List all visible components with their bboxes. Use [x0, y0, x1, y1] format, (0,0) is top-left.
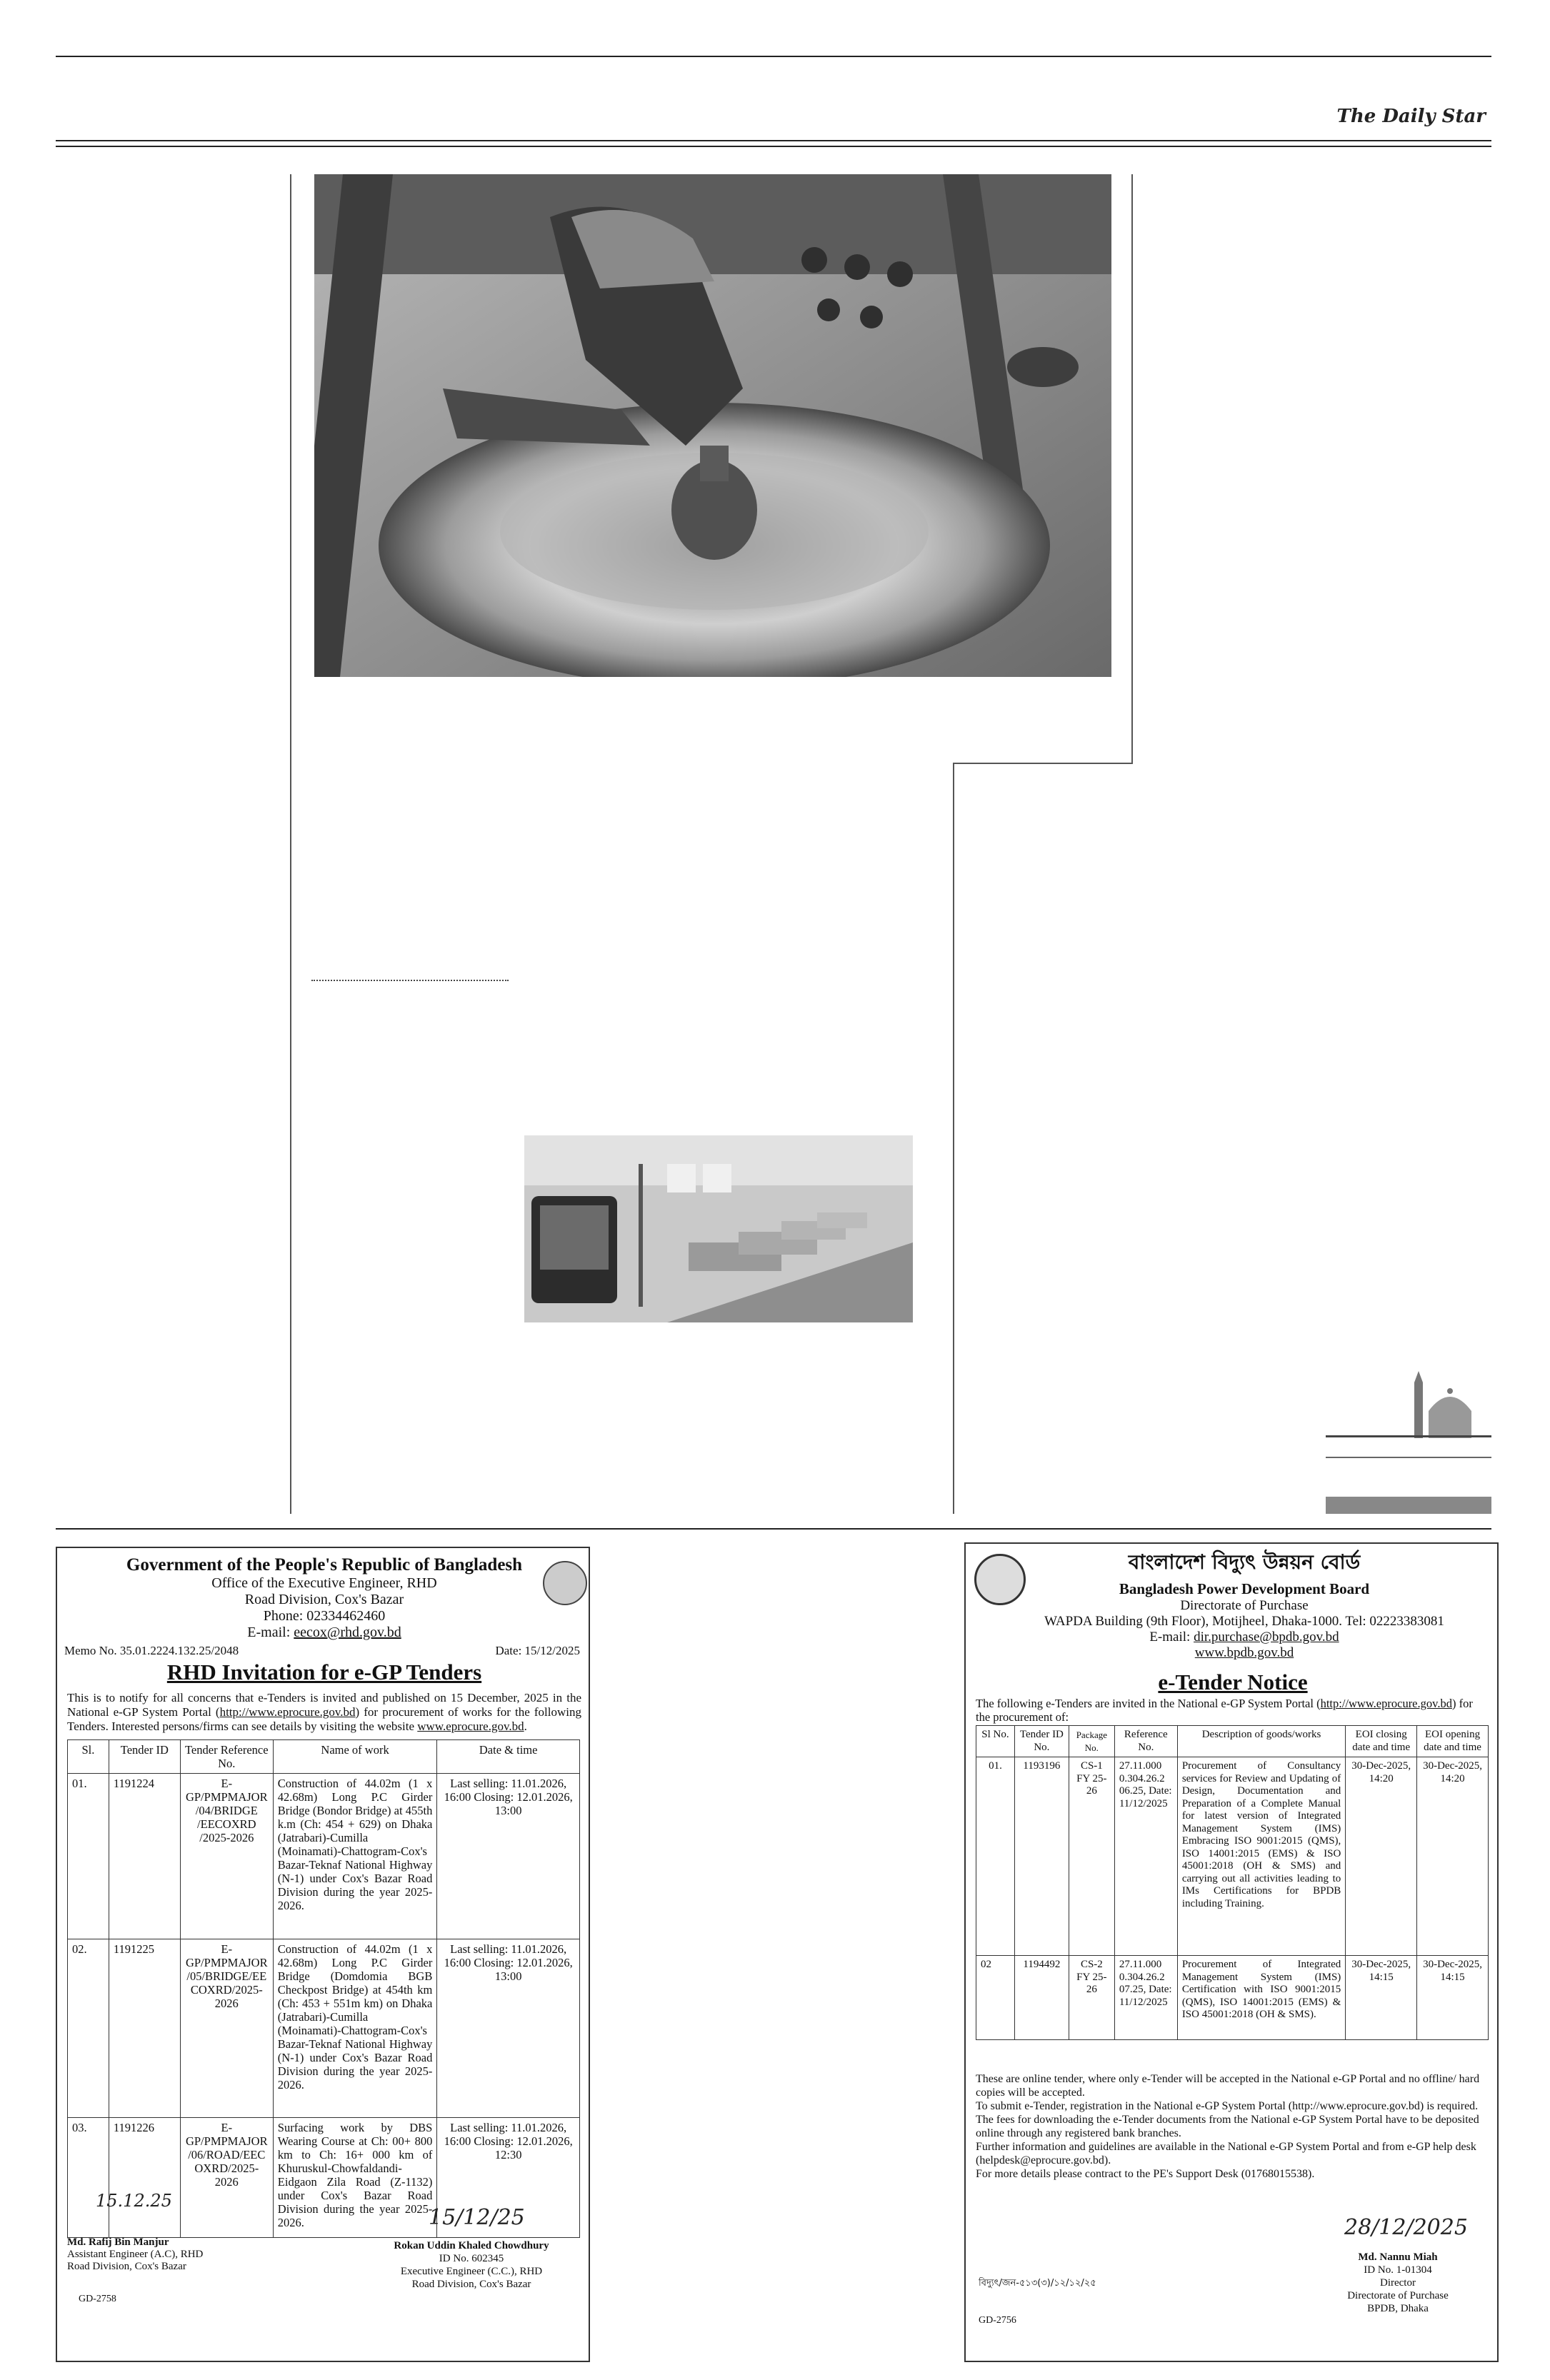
- row-tender-id: 1191224: [109, 1774, 180, 1939]
- row-date: Last selling: 11.01.2026, 16:00 Closing: 12.01.2026, 13:00: [437, 1774, 580, 1939]
- column-header: Sl.: [68, 1740, 109, 1774]
- bpdb-signature: 28/12/2025: [1344, 2215, 1468, 2240]
- pottery-wheel-photo: [314, 174, 1111, 677]
- bottom-editorial-rule: [56, 1528, 1491, 1530]
- bpdb-gd-number: GD-2756: [979, 2315, 1016, 2326]
- column-header: EOI closing date and time: [1346, 1726, 1417, 1757]
- article-separator: [311, 980, 509, 981]
- row-tender-id: 1191225: [109, 1939, 180, 2118]
- table-row: [68, 1774, 580, 1939]
- column-header: Date & time: [437, 1740, 580, 1774]
- row-package: CS-2 FY 25-26: [1069, 1956, 1114, 2040]
- note-line: For more details please contract to the PE's Support Desk (01768015538).: [976, 2168, 1315, 2180]
- rhd-intro-link[interactable]: http://www.eprocure.gov.bd: [219, 1705, 356, 1719]
- row-work: Construction of 44.02m (1 x 42.68m) Long P.C Girder Bridge (Bondor Bridge) at 455th k.m (Ch: 454 + 629) on Dhaka (Jatrabari)-Cumilla (Moinamati)-Chattogram-Cox's Bazar-Teknaf National Highway (N-1) under Cox's Bazar Road Division during the year 2025-2026.: [273, 1774, 437, 1939]
- column-header: EOI opening date and time: [1417, 1726, 1489, 1757]
- mosque-icon: [1400, 1361, 1486, 1441]
- column-rule-photo: [1131, 174, 1133, 764]
- rhd-tender-ad: [56, 1547, 590, 2362]
- rhd-right-sig-id: ID No. 602345: [439, 2253, 504, 2264]
- table-row: [976, 1757, 1489, 1956]
- bpdb-title: Bangladesh Power Development Board: [1119, 1580, 1370, 1597]
- bpdb-sig-id: ID No. 1-01304: [1364, 2264, 1432, 2276]
- bpdb-sig-name: Md. Nannu Miah: [1358, 2251, 1438, 2263]
- note-line: Further information and guidelines are available in the National e-GP System Portal and from e-GP help desk (helpdesk@eprocure.gov.bd).: [976, 2141, 1476, 2166]
- column-header: Name of work: [273, 1740, 437, 1774]
- row-tender-id: 1194492: [1014, 1956, 1069, 2040]
- bpdb-heading: e-Tender Notice: [1158, 1669, 1308, 1694]
- row-eoi-open: 30-Dec-2025, 14:15: [1417, 1956, 1489, 2040]
- row-ref: E-GP/PMPMAJOR /04/BRIDGE /EECOXRD /2025-2026: [180, 1774, 273, 1939]
- rhd-email-label: E-mail:: [247, 1625, 294, 1640]
- masthead-logo: The Daily Star: [1336, 106, 1486, 127]
- side-rule-2: [1326, 1457, 1491, 1458]
- row-eoi-close: 30-Dec-2025, 14:20: [1346, 1757, 1417, 1956]
- table-header-row: [68, 1740, 580, 1774]
- column-header: Reference No.: [1114, 1726, 1177, 1757]
- bpdb-intro-link[interactable]: http://www.eprocure.gov.bd: [1320, 1697, 1452, 1710]
- bpdb-sig-dir: Directorate of Purchase: [1347, 2290, 1449, 2301]
- bpdb-website-link[interactable]: www.bpdb.gov.bd: [1194, 1645, 1294, 1660]
- rhd-gov-title: Government of the People's Republic of Bangladesh: [126, 1555, 523, 1575]
- table-row: [976, 1956, 1489, 2040]
- header-rule-2: [56, 146, 1491, 147]
- column-header: Tender ID No.: [1014, 1726, 1069, 1757]
- bpdb-notes: [976, 2072, 1490, 2181]
- row-sl: 01.: [68, 1774, 109, 1939]
- column-header: Package No.: [1069, 1726, 1114, 1757]
- table-header-row: [976, 1726, 1489, 1757]
- rhd-intro-link-2[interactable]: www.eprocure.gov.bd: [417, 1719, 524, 1733]
- note-line: The fees for downloading the e-Tender documents from the National e-GP System Portal have to be deposited online through any registered bank branches.: [976, 2114, 1479, 2139]
- bpdb-sig-title: Director: [1380, 2277, 1416, 2289]
- photo-caption-rule: [953, 763, 1131, 764]
- rhd-date: Date: 15/12/2025: [495, 1644, 580, 1657]
- row-tender-id: 1191226: [109, 2118, 180, 2238]
- bpdb-sig-org: BPDB, Dhaka: [1367, 2303, 1429, 2314]
- rhd-gd-number: GD-2758: [79, 2294, 116, 2304]
- rhd-division: Road Division, Cox's Bazar: [244, 1592, 404, 1607]
- side-rule-1: [1326, 1435, 1491, 1437]
- rhd-left-signature: 15.12.25: [96, 2191, 172, 2211]
- row-package: CS-1 FY 25-26: [1069, 1757, 1114, 1956]
- row-sl: 03.: [68, 2118, 109, 2238]
- side-gray-bar: [1326, 1497, 1491, 1514]
- bpdb-intro: The following e-Tenders are invited in the National e-GP System Portal (http://www.eprocure.gov.bd) for the procurement of:: [976, 1697, 1473, 1724]
- rhd-phone: Phone: 02334462460: [263, 1608, 386, 1624]
- table-row: [68, 1939, 580, 2118]
- rhd-tender-table: [67, 1739, 580, 2238]
- rhd-right-sig-title: Executive Engineer (C.C.), RHD: [400, 2266, 543, 2277]
- column-header: Description of goods/works: [1177, 1726, 1345, 1757]
- row-ref: E-GP/PMPMAJOR /05/BRIDGE/EE COXRD/2025-2026: [180, 1939, 273, 2118]
- rhd-office: Office of the Executive Engineer, RHD: [211, 1575, 437, 1591]
- note-line: To submit e-Tender, registration in the National e-GP System Portal (http://www.eprocure.gov.bd) is required.: [976, 2100, 1479, 2112]
- row-sl: 02.: [68, 1939, 109, 2118]
- bpdb-bangla-title: বাংলাদেশ বিদ্যুৎ উন্নয়ন বোর্ড: [1128, 1550, 1361, 1574]
- bpdb-address: WAPDA Building (9th Floor), Motijheel, Dhaka-1000. Tel: 02223383081: [1044, 1614, 1444, 1629]
- rhd-memo: Memo No. 35.01.2224.132.25/2048: [64, 1644, 239, 1657]
- bpdb-email-link[interactable]: dir.purchase@bpdb.gov.bd: [1194, 1630, 1339, 1645]
- header-rule-1: [56, 140, 1491, 141]
- rhd-right-sig-div: Road Division, Cox's Bazar: [411, 2279, 531, 2290]
- bpdb-bangla-memo: বিদ্যুৎ/জন-৫১৩(৩)/১২/১২/২৫: [979, 2278, 1096, 2289]
- row-date: Last selling: 11.01.2026, 16:00 Closing: 12.01.2026, 13:00: [437, 1939, 580, 2118]
- bpdb-email-label: E-mail:: [1149, 1630, 1194, 1645]
- column-header: Tender ID: [109, 1740, 180, 1774]
- row-work: Surfacing work by DBS Wearing Course at Ch: 00+ 800 km to Ch: 16+ 000 km of Khuruskul-Chowfaldandi-Eidgaon Zila Road (Z-1132) under Cox's Bazar Road Division during the year 2025-2026.: [273, 2118, 437, 2238]
- rhd-heading: RHD Invitation for e-GP Tenders: [166, 1660, 482, 1684]
- rhd-right-sig-name: Rokan Uddin Khaled Chowdhury: [394, 2240, 549, 2251]
- row-eoi-close: 30-Dec-2025, 14:15: [1346, 1956, 1417, 2040]
- row-desc: Procurement of Integrated Management System (IMS) Certification with ISO 9001:2015 (QMS), ISO 14001:2015 (EMS) & ISO 45001:2018 (OH & SMS).: [1177, 1956, 1345, 2040]
- rhd-right-signature: 15/12/25: [429, 2205, 525, 2230]
- bpdb-tender-ad: [964, 1542, 1499, 2362]
- row-work: Construction of 44.02m (1 x 42.68m) Long P.C Girder Bridge (Domdomia BGB Checkpost Bridge) at 454th km (Ch: 453 + 551m km) on Dhaka (Jatrabari)-Cumilla (Moinamati)-Chattogram-Cox's Bazar-Teknaf National Highway (N-1) under Cox's Bazar Road Division during the year 2025-2026.: [273, 1939, 437, 2118]
- rhd-left-sig-title: Assistant Engineer (A.C), RHD: [67, 2249, 204, 2260]
- rhd-left-sig-div: Road Division, Cox's Bazar: [67, 2261, 186, 2272]
- row-sl: 01.: [976, 1757, 1015, 1956]
- row-ref: 27.11.000 0.304.26.2 06.25, Date: 11/12/2025: [1114, 1757, 1177, 1956]
- column-header: Sl No.: [976, 1726, 1015, 1757]
- top-rule: [56, 56, 1491, 57]
- rhd-intro: This is to notify for all concerns that e-Tenders is invited and published on 15 December, 2025 in the National e-GP System Portal (http://www.eprocure.gov.bd) for procurement of works for the following Tenders. Interested persons/firms can see details by visiting the website www.eprocure.gov.bd.: [67, 1691, 581, 1733]
- row-tender-id: 1193196: [1014, 1757, 1069, 1956]
- row-date: Last selling: 11.01.2026, 16:00 Closing: 12.01.2026, 12:30: [437, 2118, 580, 2238]
- rhd-email-link[interactable]: eecox@rhd.gov.bd: [294, 1625, 401, 1640]
- bpdb-directorate: Directorate of Purchase: [1180, 1598, 1309, 1613]
- row-eoi-open: 30-Dec-2025, 14:20: [1417, 1757, 1489, 1956]
- hospital-ward-photo: [524, 1135, 913, 1322]
- column-header: Tender Reference No.: [180, 1740, 273, 1774]
- row-sl: 02: [976, 1956, 1015, 2040]
- note-line: These are online tender, where only e-Tender will be accepted in the National e-GP Portal and no offline/ hard copies will be accepted.: [976, 2073, 1480, 2099]
- rhd-left-sig-name: Md. Rafij Bin Manjur: [67, 2236, 169, 2248]
- row-ref: 27.11.000 0.304.26.2 07.25, Date: 11/12/2025: [1114, 1956, 1177, 2040]
- row-desc: Procurement of Consultancy services for Review and Updating of Design, Documentation and Preparation of a Complete Manual for latest version of Integrated Management System (IMS) Embracing ISO 9001:2015 (QMS), ISO 14001:2015 (EMS) & ISO 45001:2018 (OH & SMS) and carrying out all activities leading to IMs Certifications for BPDB including Training.: [1177, 1757, 1345, 1956]
- bpdb-tender-table: [976, 1725, 1489, 2040]
- column-rule-left: [290, 174, 291, 1514]
- column-rule-right: [953, 764, 954, 1514]
- row-ref: E-GP/PMPMAJOR /06/ROAD/EEC OXRD/2025-2026: [180, 2118, 273, 2238]
